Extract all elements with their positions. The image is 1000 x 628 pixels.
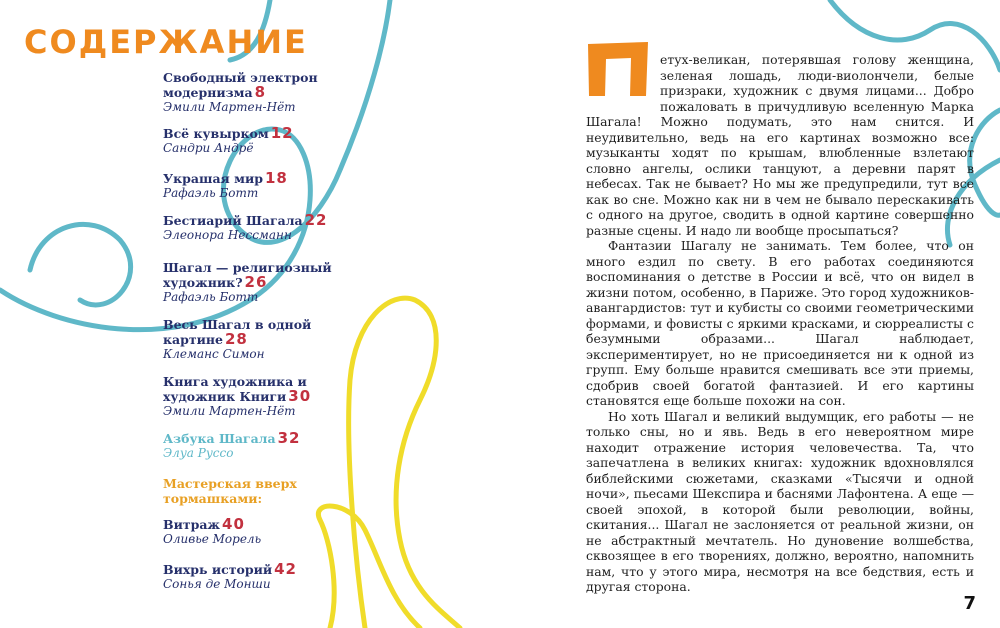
article-paragraph-text: етух-великан, потерявшая голову женщина, зеленая лошадь, люди-виолончели, белые призраки, художник с двумя лицами... Добро пожаловать в причудливую вселенную Марка Шагала! Можно подумать, это нам снится. И неудивительно, ведь на его картинах возможно все: музыканты ходят по крышам, влюбленные взлетают словно ангелы, ослики танцуют, а деревни парят в небесах. Так не бывает? Но мы же предупредили, тут все как во сне. Можно как ни в чем не бывало перескакивать с одного на другое, сводить в одной картине совершенно разные сцены. И надо ли вообще просыпаться? bbox=[586, 52, 974, 238]
toc-item-author: Эмили Мартен-Нёт bbox=[163, 100, 296, 114]
toc-item[interactable] bbox=[163, 213, 338, 243]
toc-item-author: Сандри Андрё bbox=[163, 141, 254, 155]
toc-item-page: 32 bbox=[277, 429, 301, 447]
article-body bbox=[586, 52, 974, 595]
toc-item-title: Азбука Шагала 32 bbox=[163, 429, 301, 447]
toc-item-author: Клеманс Симон bbox=[163, 347, 265, 361]
toc-item[interactable] bbox=[163, 317, 338, 362]
toc-item-title: Украшая мир 18 bbox=[163, 169, 288, 187]
toc-item-page: 26 bbox=[244, 273, 268, 291]
toc-item[interactable] bbox=[163, 260, 338, 305]
toc-heading: СОДЕРЖАНИЕ bbox=[24, 23, 308, 61]
toc-item-title: Мастерская вверх тормашками: bbox=[163, 476, 297, 506]
article-paragraph: Но хоть Шагал и великий выдумщик, его работы — не только сны, но и явь. Ведь в его невероятном мире находит отражение история человечества. Та, что запечатлена в великих книгах: художник вдохновлялся библейскими сюжетами, сказками «Тысячи и одной ночи», пьесами Шекспира и баснями Лафонтена. А еще — своей эпохой, в которой были революции, войны, скитания... Шагал не заслоняется от реальной жизни, он не абстрактный мечтатель. Но дуновение волшебства, сквозящее в его творениях, должно, вероятно, напомнить нам, что у этого мира, несмотря на все бедствия, есть и другая сторона. bbox=[586, 408, 974, 594]
toc-item-page: 8 bbox=[254, 83, 267, 101]
toc-item[interactable] bbox=[163, 374, 338, 419]
toc-item-title: Всё кувырком 12 bbox=[163, 124, 294, 142]
toc-item-title: Книга художника и художник Книги 30 bbox=[163, 374, 312, 405]
toc-item-title: Свободный электрон модернизма 8 bbox=[163, 70, 318, 101]
toc-item-page: 18 bbox=[265, 169, 288, 187]
drop-cap-spacer bbox=[586, 52, 660, 108]
toc-item-title: Вихрь историй 42 bbox=[163, 560, 297, 578]
article-paragraph bbox=[586, 52, 974, 238]
toc-item-author: Эмили Мартен-Нёт bbox=[163, 404, 296, 418]
toc-item-author: Оливье Морель bbox=[163, 532, 262, 546]
toc-item-title: Шагал — религиозный художник? 26 bbox=[163, 260, 332, 291]
toc-item-page: 40 bbox=[222, 515, 245, 533]
toc-item[interactable] bbox=[163, 562, 338, 592]
toc-item-author: Элуа Руссо bbox=[163, 446, 234, 460]
toc-item-page: 42 bbox=[274, 560, 297, 578]
page-number: 7 bbox=[963, 593, 976, 614]
toc-item-title: Витраж 40 bbox=[163, 515, 245, 533]
toc-item-author: Рафаэль Ботт bbox=[163, 290, 259, 304]
article-paragraph: Фантазии Шагалу не занимать. Тем более, что он много ездил по свету. В его работах соединяются воспоминания о детстве в России и всё, что он видел в жизни потом, особенно, в Париже. Это город художников-авангардистов: тут и кубисты со своими геометрическими формами, и фовисты с яркими красками, и сюрреалисты с безумными образами... Шагал наблюдает, экспериментирует, но не присоединяется ни к одной из групп. Ему больше нравится смешивать все эти приемы, сдобрив своей богатой фантазией. И его картины становятся еще больше похожи на сон. bbox=[586, 238, 974, 408]
toc-item[interactable] bbox=[163, 171, 338, 201]
toc-item-title: Весь Шагал в одной картине 28 bbox=[163, 317, 312, 348]
toc-item-page: 12 bbox=[270, 124, 294, 142]
toc-item[interactable] bbox=[163, 431, 338, 461]
toc-item-author: Элеонора Нессманн bbox=[163, 228, 292, 242]
yellow-loop bbox=[318, 298, 460, 628]
toc-item-page: 30 bbox=[288, 387, 312, 405]
toc-item-page: 22 bbox=[304, 211, 328, 229]
toc-item-page: 28 bbox=[225, 330, 248, 348]
toc-item[interactable] bbox=[163, 70, 338, 115]
toc-item-title: Бестиарий Шагала 22 bbox=[163, 211, 328, 229]
toc-item[interactable] bbox=[163, 517, 338, 547]
toc-item-author: Сонья де Монши bbox=[163, 577, 271, 591]
toc-item-author: Рафаэль Ботт bbox=[163, 186, 259, 200]
toc-item[interactable] bbox=[163, 126, 338, 156]
toc-section-heading bbox=[163, 476, 338, 506]
